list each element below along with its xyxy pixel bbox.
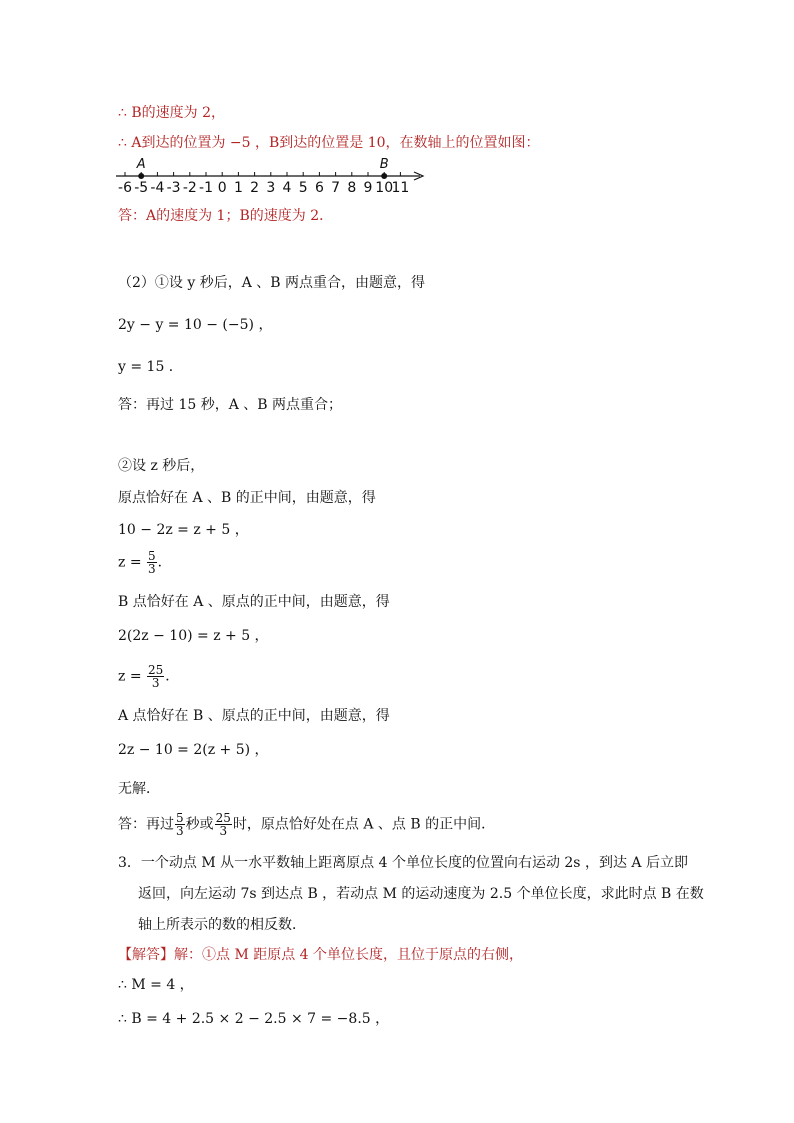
fraction-den: 3 (219, 824, 228, 838)
tick-label: 0 (217, 180, 227, 196)
equation-5: 2(2z − 10) = z + 5 ， (118, 628, 269, 644)
fraction-25-3-answer (215, 812, 232, 837)
answer-1: 答：再过 15 秒，A 、B 两点重合； (118, 397, 343, 413)
equation-4 (118, 550, 172, 575)
solution-label: 【解答】 (118, 947, 174, 963)
fraction-den: 3 (148, 562, 156, 576)
fraction-den: 3 (176, 824, 184, 838)
tick-label: -2 (182, 180, 197, 196)
text-line-9: 原点恰好在 A 、B 的正中间，由题意，得 (118, 490, 376, 506)
equation-b: ∴ B = 4 + 2.5 × 2 − 2.5 × 7 = −8.5 ， (118, 1011, 390, 1027)
equation-7: 2z − 10 = 2(z + 5) ， (118, 742, 269, 758)
answer-2 (118, 812, 495, 837)
tick-label: -6 (118, 180, 132, 196)
tick-label: -3 (166, 180, 181, 196)
fraction-num: 25 (215, 811, 231, 825)
tick-label: 2 (250, 180, 260, 196)
tick-label: 1 (233, 180, 243, 196)
fraction-num: 5 (148, 549, 156, 563)
number-line (114, 154, 434, 200)
fraction-5-3-answer (175, 812, 185, 837)
tick-label: 6 (314, 180, 324, 196)
tick-label: -1 (199, 180, 213, 196)
text-line-2: ∴ A到达的位置为 −5 ，B到达的位置是 10，在数轴上的位置如图： (118, 135, 540, 151)
fraction-den: 3 (151, 676, 160, 690)
tick-label: 11 (391, 180, 410, 196)
tick-label: -4 (150, 180, 165, 196)
equation-3: 10 − 2z = z + 5 ， (118, 522, 249, 538)
equation-m: ∴ M = 4 ， (118, 977, 194, 993)
fraction-num: 5 (176, 811, 184, 825)
tick-label: 8 (347, 180, 357, 196)
solution-text: 解：①点 M 距原点 4 个单位长度，且位于原点的右侧， (174, 947, 524, 963)
eq4-suffix: ． (157, 554, 172, 571)
tick-label: 10 (375, 180, 394, 196)
question-3-line-1: 3．一个动点 M 从一水平数轴上距离原点 4 个单位长度的位置向右运动 2s ，到达 A 后立即 (118, 855, 688, 871)
equation-2: y = 15 ． (118, 359, 183, 375)
question-3-line-3: 轴上所表示的数的相反数． (138, 917, 306, 933)
no-solution: 无解． (118, 781, 160, 797)
point-label: A (136, 157, 146, 172)
tick-label: -5 (134, 180, 149, 196)
fraction-num: 25 (148, 663, 164, 677)
equation-6 (118, 664, 179, 689)
text-line-15: A 点恰好在 B 、原点的正中间，由题意，得 (118, 708, 390, 724)
tick-label: 9 (363, 180, 373, 196)
tick-label: 3 (266, 180, 276, 196)
answer-2-b: 秒或 (185, 816, 214, 833)
text-line-4: （2）①设 y 秒后，A 、B 两点重合，由题意，得 (118, 275, 426, 291)
fraction-25-3 (147, 664, 164, 689)
answer-2-c: 时，原点恰好处在点 A 、点 B 的正中间． (232, 816, 496, 833)
point-label: B (379, 157, 389, 172)
eq6-suffix: ． (165, 668, 180, 685)
eq4-prefix: z = (118, 554, 147, 571)
text-line-1: ∴ B的速度为 2， (118, 105, 226, 121)
tick-label: 7 (331, 180, 341, 196)
text-line-12: B 点恰好在 A 、原点的正中间，由题意，得 (118, 594, 390, 610)
tick-label: 5 (298, 180, 308, 196)
answer-2-a: 答：再过 (118, 816, 174, 833)
point-dot (138, 173, 144, 179)
text-line-8: ②设 z 秒后， (118, 458, 205, 474)
text-line-3: 答：A的速度为 1；B的速度为 2． (118, 208, 334, 224)
point-dot (381, 173, 387, 179)
question-3-line-2: 返回，向左运动 7s 到达点 B ，若动点 M 的运动速度为 2.5 个单位长度，求此时点 B 在数 (138, 886, 704, 902)
tick-label: 4 (282, 180, 292, 196)
fraction-5-3 (147, 550, 157, 575)
equation-1: 2y − y = 10 − (−5) ， (118, 317, 273, 333)
eq6-prefix: z = (118, 668, 147, 685)
solution-header (118, 946, 523, 964)
